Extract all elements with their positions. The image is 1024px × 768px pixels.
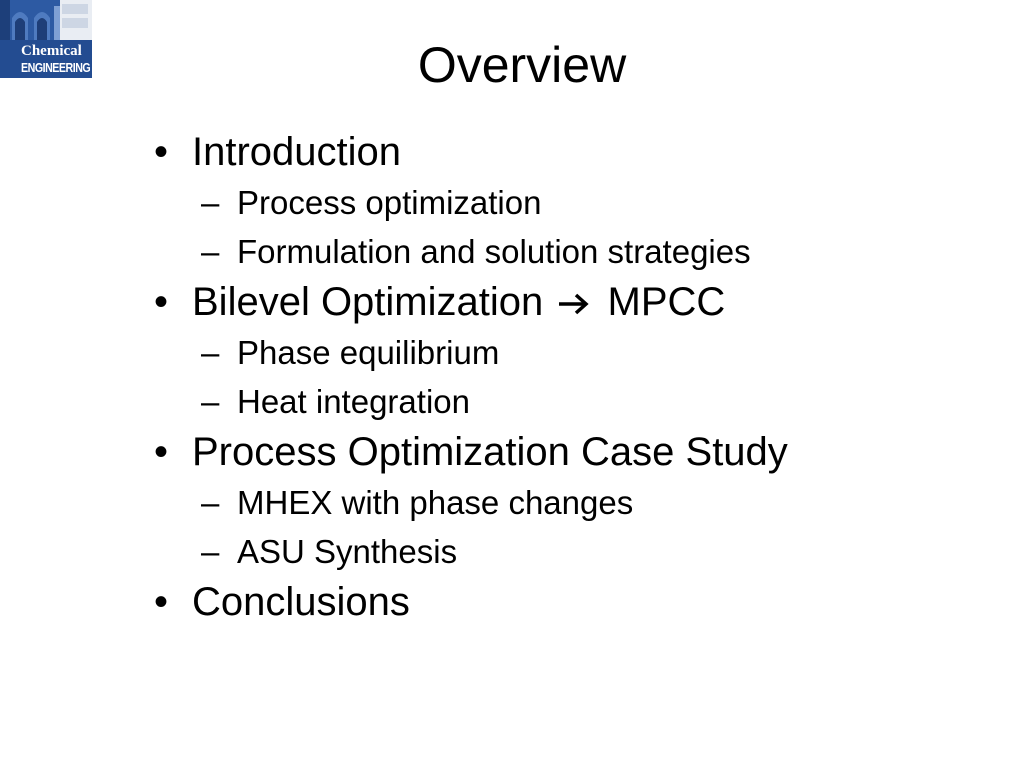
- sub-item-process-optimization: [192, 178, 788, 227]
- bullet-icon: •: [154, 580, 169, 624]
- sub-item-asu-synthesis: [192, 527, 788, 576]
- sub-list: [192, 478, 788, 576]
- dash-icon: –: [201, 184, 220, 221]
- outline-item-label: Introduction: [192, 130, 402, 174]
- dash-icon: –: [201, 484, 220, 521]
- sub-item-label: Heat integration: [237, 383, 470, 420]
- slide-title: Overview: [417, 37, 627, 93]
- dash-icon: –: [201, 383, 220, 420]
- outline-item-label: Process Optimization Case Study: [192, 430, 788, 474]
- outline-item-bilevel: [152, 276, 788, 426]
- bullet-icon: •: [154, 280, 169, 324]
- outline-item-conclusions: [152, 576, 788, 628]
- outline-list: [152, 126, 788, 628]
- sub-list: [192, 328, 788, 426]
- outline-item-label: Conclusions: [192, 580, 410, 624]
- sub-item-phase-equilibrium: [192, 328, 788, 377]
- outline-item-case-study: [152, 426, 788, 576]
- outline-item-introduction: [152, 126, 788, 276]
- logo-line-1: Chemical: [21, 43, 82, 59]
- right-arrow-icon: [556, 292, 592, 316]
- bullet-icon: •: [154, 130, 169, 174]
- bullet-icon: •: [154, 430, 169, 474]
- outline-item-label-suffix: MPCC: [607, 280, 726, 324]
- sub-item-label: MHEX with phase changes: [237, 484, 634, 521]
- sub-item-heat-integration: [192, 377, 788, 426]
- sub-item-label: Process optimization: [237, 184, 542, 221]
- sub-item-formulation: [192, 227, 788, 276]
- sub-item-label: Formulation and solution strategies: [237, 233, 751, 270]
- sub-item-label: Phase equilibrium: [237, 334, 500, 371]
- sub-list: [192, 178, 788, 276]
- sub-item-label: ASU Synthesis: [237, 533, 458, 570]
- outline-item-label: Bilevel Optimization: [192, 280, 544, 324]
- dash-icon: –: [201, 334, 220, 371]
- dash-icon: –: [201, 233, 220, 270]
- logo-line-2: ENGINEERING: [21, 60, 91, 75]
- sub-item-mhex: [192, 478, 788, 527]
- dash-icon: –: [201, 533, 220, 570]
